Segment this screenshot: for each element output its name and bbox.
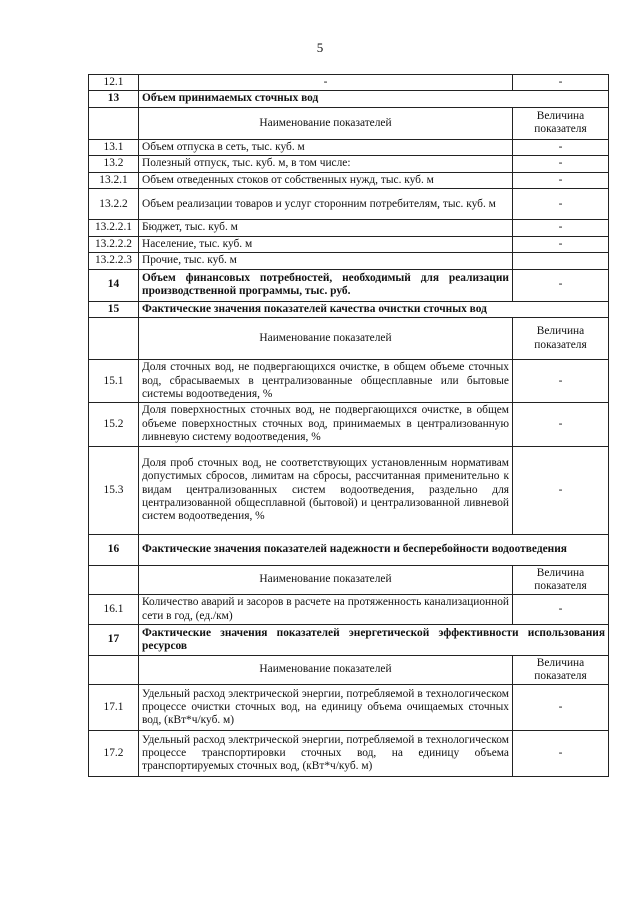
- indicators-header: Наименование показателей: [139, 565, 513, 594]
- section-title: Объем финансовых потребностей, необходимый для реализации производственной программы, тыс. руб.: [139, 269, 513, 301]
- row-value: -: [513, 172, 609, 188]
- row-value: -: [513, 731, 609, 777]
- row-number: 13.2: [89, 156, 139, 172]
- section-title: Фактические значения показателей надежности и бесперебойности водоотведения: [139, 534, 609, 565]
- section-number: 17: [89, 625, 139, 656]
- section-number: 15: [89, 301, 139, 317]
- header-row: [89, 656, 609, 685]
- row-name: Объем реализации товаров и услуг сторонним потребителям, тыс. куб. м: [139, 189, 513, 220]
- section-title: Объем принимаемых сточных вод: [139, 91, 609, 107]
- table-row: [89, 360, 609, 403]
- row-name: Удельный расход электрической энергии, потребляемой в технологическом процессе очистки сточных вод, на единицу объема очищаемых сточных вод, (кВт*ч/куб. м): [139, 685, 513, 731]
- value-header: Величина показателя: [513, 656, 609, 685]
- section-row: [89, 269, 609, 301]
- indicators-header: Наименование показателей: [139, 107, 513, 139]
- row-number: 13.2.2.3: [89, 253, 139, 269]
- row-value: -: [513, 220, 609, 236]
- header-row: [89, 318, 609, 360]
- table-row: [89, 236, 609, 252]
- row-number: 15.3: [89, 446, 139, 534]
- row-name: Доля сточных вод, не подвергающихся очистке, в общем объеме сточных вод, сбрасываемых в централизованные общесплавные или бытовые системы водоотведения, %: [139, 360, 513, 403]
- page-number: 5: [316, 40, 324, 55]
- section-number: 13: [89, 91, 139, 107]
- header-row: [89, 565, 609, 594]
- row-value: -: [513, 685, 609, 731]
- row-value: -: [513, 403, 609, 446]
- row-name: Бюджет, тыс. куб. м: [139, 220, 513, 236]
- row-value: -: [513, 139, 609, 155]
- value-header: Величина показателя: [513, 565, 609, 594]
- table-row: [89, 75, 609, 91]
- table-row: [89, 139, 609, 155]
- section-number: 14: [89, 269, 139, 301]
- row-value: -: [513, 189, 609, 220]
- table-row: [89, 446, 609, 534]
- row-name: Полезный отпуск, тыс. куб. м, в том числе:: [139, 156, 513, 172]
- row-value: -: [513, 75, 609, 91]
- row-number: 15.2: [89, 403, 139, 446]
- row-value: -: [513, 156, 609, 172]
- section-title: Фактические значения показателей энергетической эффективности использования ресурсов: [139, 625, 609, 656]
- row-value: -: [513, 360, 609, 403]
- row-value: -: [513, 236, 609, 252]
- row-number: 16.1: [89, 595, 139, 625]
- row-name: Объем отпуска в сеть, тыс. куб. м: [139, 139, 513, 155]
- table-row: [89, 156, 609, 172]
- row-number: 13.2.2.1: [89, 220, 139, 236]
- row-name: Население, тыс. куб. м: [139, 236, 513, 252]
- table-row: [89, 253, 609, 269]
- row-value: -: [513, 269, 609, 301]
- row-value: -: [513, 595, 609, 625]
- section-row: [89, 625, 609, 656]
- table-row: [89, 220, 609, 236]
- header-row: [89, 107, 609, 139]
- row-number: 13.2.1: [89, 172, 139, 188]
- row-value: -: [513, 446, 609, 534]
- row-number: 17.2: [89, 731, 139, 777]
- value-header: Величина показателя: [513, 107, 609, 139]
- table-row: [89, 403, 609, 446]
- row-name: -: [139, 75, 513, 91]
- row-name: Доля поверхностных сточных вод, не подвергающихся очистке, в общем объеме поверхностных сточных вод, принимаемых в централизованную ливневую систему водоотведения, %: [139, 403, 513, 446]
- row-name: Количество аварий и засоров в расчете на протяженность канализационной сети в год, (ед./км): [139, 595, 513, 625]
- row-name: Объем отведенных стоков от собственных нужд, тыс. куб. м: [139, 172, 513, 188]
- indicators-header: Наименование показателей: [139, 318, 513, 360]
- row-value: [513, 253, 609, 269]
- section-row: [89, 301, 609, 317]
- row-number: 17.1: [89, 685, 139, 731]
- section-row: [89, 91, 609, 107]
- row-number: 13.2.2: [89, 189, 139, 220]
- value-header: Величина показателя: [513, 318, 609, 360]
- table-row: [89, 731, 609, 777]
- section-title: Фактические значения показателей качества очистки сточных вод: [139, 301, 609, 317]
- indicators-header: Наименование показателей: [139, 656, 513, 685]
- row-name: Удельный расход электрической энергии, потребляемой в технологическом процессе транспортировки сточных вод, на единицу объема транспортируемых сточных вод, (кВт*ч/куб. м): [139, 731, 513, 777]
- indicators-table: [88, 74, 609, 777]
- row-number: 13.2.2.2: [89, 236, 139, 252]
- table-row: [89, 595, 609, 625]
- section-number: 16: [89, 534, 139, 565]
- table-row: [89, 189, 609, 220]
- row-name: Доля проб сточных вод, не соответствующих установленным нормативам допустимых сбросов, лимитам на сбросы, рассчитанная применительно к видам централизованных систем водоотведения, раздельно для централизованной общесплавной (бытовой) и централизованной ливневой систем водоотведения, %: [139, 446, 513, 534]
- row-number: 15.1: [89, 360, 139, 403]
- table-row: [89, 172, 609, 188]
- section-row: [89, 534, 609, 565]
- table-row: [89, 685, 609, 731]
- row-number: 12.1: [89, 75, 139, 91]
- row-number: 13.1: [89, 139, 139, 155]
- row-name: Прочие, тыс. куб. м: [139, 253, 513, 269]
